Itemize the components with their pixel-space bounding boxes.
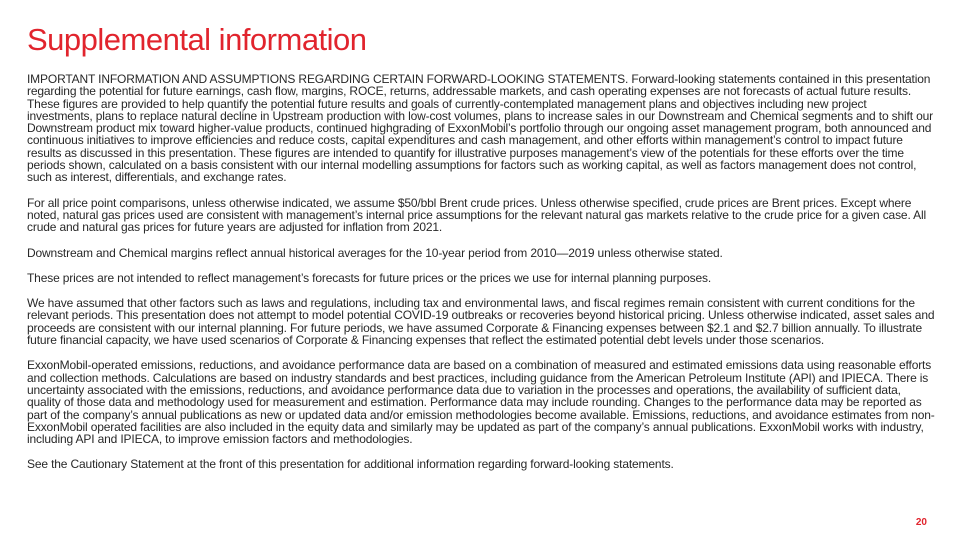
body-text-block	[27, 73, 935, 484]
page-number: 20	[915, 517, 927, 528]
body-paragraph-emissions: ExxonMobil-operated emissions, reductions, and avoidance performance data are based on a combination of measured and estimated emissions data using reasonable efforts and collection methods. Calculations are based on industry standards and best practices, including guidance from the American Petroleum Institute (API) and IPIECA. There is uncertainty associated with the emissions, reductions, and avoidance performance data due to variation in the processes and operations, the availability of sufficient data, quality of those data and methodology used for measurement and estimation. Performance data may include rounding. Changes to the performance data may be reported as part of the company’s annual publications as new or updated data and/or emission methodologies become available. Emissions, reductions, and avoidance estimates from non-ExxonMobil operated facilities are also included in the equity data and similarly may be updated as part of the company’s annual publications. ExxonMobil works with industry, including API and IPIECA, to improve emission factors and methodologies.	[27, 358, 935, 447]
body-paragraph-cautionary-statement: See the Cautionary Statement at the front of this presentation for additional information regarding forward-looking statements.	[27, 457, 674, 472]
body-paragraph-margins: Downstream and Chemical margins reflect annual historical averages for the 10-year period from 2010—2019 unless otherwise stated.	[27, 245, 723, 260]
body-paragraph-price-points: For all price point comparisons, unless otherwise indicated, we assume $50/bbl Brent crude prices. Unless otherwise specified, crude prices are Brent prices. Except where noted, natural gas prices used are consistent with management’s internal price assumptions for the relevant natural gas markets relative to the crude price for a given case. All crude and natural gas prices for future years are adjusted for inflation from 2021.	[27, 195, 927, 235]
slide-title: Supplemental information	[27, 22, 367, 57]
body-paragraph-prices-disclaimer: These prices are not intended to reflect management’s forecasts for future prices or the prices we use for internal planning purposes.	[27, 270, 712, 285]
body-paragraph-forward-looking: IMPORTANT INFORMATION AND ASSUMPTIONS REGARDING CERTAIN FORWARD-LOOKING STATEMENTS. Forward-looking statements contained in this presentation regarding the potential for future earnings, cash flow, margins, ROCE, returns, addressable markets, and cash operating expenses are not forecasts of actual future results. These figures are provided to help quantify the potential future results and goals of currently-contemplated management plans and objectives including new project investments, plans to replace natural decline in Upstream production with low-cost volumes, plans to increase sales in our Downstream and Chemical segments and to shift our Downstream product mix toward higher-value products, continued highgrading of ExxonMobil’s portfolio through our ongoing asset management program, both announced and continuous initiatives to improve efficiencies and reduce costs, capital expenditures and cash management, and other efforts within management’s control to impact future results as discussed in this presentation. These figures are intended to quantify for illustrative purposes management’s view of the potentials for these efforts over the time periods shown, calculated on a basis consistent with our internal modelling assumptions for factors such as working capital, as well as factors management does not control, such as interest, differentials, and exchange rates.	[27, 72, 933, 185]
body-paragraph-assumptions: We have assumed that other factors such as laws and regulations, including tax and environmental laws, and fiscal regimes remain consistent with current conditions for the relevant periods. This presentation does not attempt to model potential COVID-19 outbreaks or recoveries beyond historical pricing. Unless otherwise indicated, asset sales and proceeds are consistent with our internal planning. For future periods, we have assumed Corporate & Financing expenses between $2.1 and $2.7 billion annually. To illustrate future financial capacity, we have used scenarios of Corporate & Financing expenses that reflect the estimated potential debt levels under those scenarios.	[27, 296, 935, 348]
